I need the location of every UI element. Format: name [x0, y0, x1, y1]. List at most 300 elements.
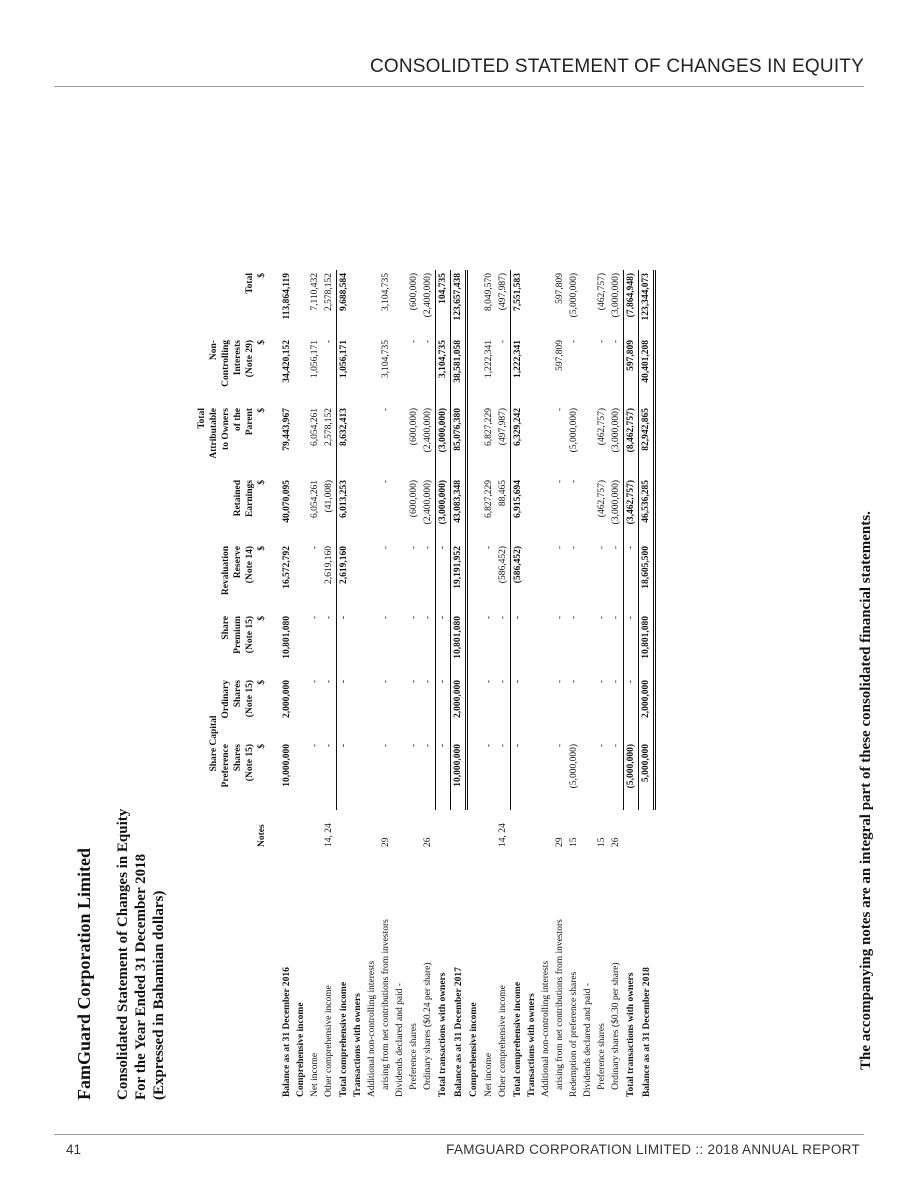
cell-reval: 16,572,792: [282, 546, 292, 589]
cell-total: 7,110,432: [310, 273, 320, 311]
cell-total: (2,400,000): [421, 270, 436, 337]
cell-nci: 40,401,208: [639, 337, 655, 405]
equity-changes-table: [196, 270, 656, 1100]
cell-ord: -: [421, 677, 436, 741]
cell-ret: 6,013,253: [337, 477, 352, 543]
row-notes: [351, 810, 365, 850]
cell-attr: -: [381, 408, 391, 412]
cell-nci: 3,104,735: [436, 337, 451, 405]
cell-total: 7,551,583: [511, 270, 526, 337]
cell-pref: [525, 741, 539, 810]
table-row: [407, 270, 421, 1100]
cell-total: 3,104,735: [381, 273, 391, 311]
header-cell-reval: (Note 14): [245, 546, 255, 584]
header-cell-reval: Revaluation: [221, 546, 231, 596]
cell-nci: 38,581,058: [451, 337, 467, 405]
cell-reval: [581, 543, 595, 613]
cell-reval: -: [624, 543, 639, 613]
cell-nci: [467, 337, 483, 405]
row-notes: 29: [555, 837, 565, 847]
cell-nci: 1,056,171: [310, 340, 320, 378]
cell-prem: 10,801,080: [451, 613, 467, 677]
cell-ord: -: [484, 680, 494, 684]
cell-reval: (586,452): [496, 543, 511, 613]
header-cell-pref: (Note 15): [245, 744, 255, 782]
cell-pref: [365, 741, 379, 810]
header-cell-ret: Retained: [233, 480, 243, 517]
cell-reval: -: [381, 546, 391, 550]
cell-prem: -: [322, 613, 337, 677]
table-row: [496, 270, 511, 1100]
cell-prem: -: [409, 616, 419, 620]
row-description: Net income: [310, 1052, 320, 1097]
cell-ord: 2,000,000: [282, 680, 292, 718]
cell-attr: [581, 405, 595, 477]
cell-pref: -: [421, 741, 436, 810]
cell-attr: (462,757): [597, 408, 607, 446]
cell-pref: 5,000,000: [639, 741, 655, 810]
cell-prem: [539, 613, 553, 677]
table-row: [609, 270, 624, 1100]
row-description: Comprehensive income: [469, 1002, 480, 1097]
cell-nci: 1,222,341: [511, 337, 526, 405]
header-cell-attr: to Owners: [221, 408, 231, 450]
header-cell-nci: (Note 29): [245, 340, 255, 378]
header-cell-attr: Parent: [245, 408, 255, 436]
statement-period: For the Year Ended 31 December 2018: [133, 853, 149, 1100]
cell-ord: -: [496, 677, 511, 741]
header-row: [232, 270, 244, 1100]
cell-nci: -: [421, 337, 436, 405]
cell-pref: [393, 741, 407, 810]
cell-reval: -: [421, 543, 436, 613]
header-cell-ret: [208, 477, 220, 543]
header-cell-notes: [244, 810, 256, 850]
row-notes: [511, 810, 526, 850]
statement-currency: (Expressed in Bahamian dollars): [151, 890, 167, 1100]
header-row: [208, 270, 220, 1100]
company-name: FamGuard Corporation Limited: [74, 848, 94, 1100]
header-cell-ord: [196, 677, 208, 741]
cell-nci: [294, 337, 308, 405]
cell-reval: [467, 543, 483, 613]
cell-ord: -: [310, 680, 320, 684]
cell-nci: -: [597, 340, 607, 344]
cell-ord: [581, 677, 595, 741]
table-header: [196, 270, 280, 1100]
cell-prem: -: [624, 613, 639, 677]
report-name: FAMGUARD CORPORATION LIMITED :: 2018 ANNUAL REPORT: [446, 1142, 860, 1157]
header-cell-description: [232, 850, 244, 1100]
cell-reval: -: [310, 546, 320, 550]
table-row: [436, 270, 451, 1100]
cell-prem: -: [421, 613, 436, 677]
cell-pref: -: [511, 741, 526, 810]
cell-total: 113,864,119: [282, 273, 292, 320]
cell-prem: [294, 613, 308, 677]
header-cell-notes: [196, 810, 208, 850]
cell-total: 123,657,438: [451, 270, 467, 337]
row-description: Balance as at 31 December 2016: [282, 967, 292, 1097]
cell-pref: -: [310, 744, 320, 748]
statement-title-block: [114, 809, 168, 1100]
header-cell-description: [244, 850, 256, 1100]
row-notes: 15: [569, 837, 579, 847]
row-description: Redemption of preference shares: [569, 971, 579, 1097]
cell-ord: -: [381, 680, 391, 684]
row-description: arising from net contributions from investors: [381, 919, 391, 1097]
cell-nci: -: [322, 337, 337, 405]
header-cell-notes: Notes: [257, 824, 267, 847]
cell-total: [539, 270, 553, 337]
cell-ret: (600,000): [409, 480, 419, 518]
row-notes: [407, 810, 421, 850]
cell-ret: 6,915,694: [511, 477, 526, 543]
header-cell-total: [208, 270, 220, 337]
cell-ret: 40,070,095: [282, 480, 292, 523]
cell-ord: -: [555, 680, 565, 684]
cell-nci: [581, 337, 595, 405]
footer-divider: [54, 1134, 864, 1135]
cell-pref: -: [555, 744, 565, 748]
row-notes: 15: [597, 837, 607, 847]
row-notes: [525, 810, 539, 850]
table-row: [595, 270, 609, 1100]
cell-pref: [467, 741, 483, 810]
cell-prem: [581, 613, 595, 677]
table-row: [567, 270, 581, 1100]
cell-attr: 2,578,152: [322, 405, 337, 477]
table-row: [539, 270, 553, 1100]
row-description: Transactions with owners: [527, 993, 537, 1097]
cell-ret: (3,000,000): [436, 477, 451, 543]
cell-reval: 18,605,500: [639, 543, 655, 613]
cell-attr: 82,942,865: [639, 405, 655, 477]
row-description: Comprehensive income: [296, 1002, 306, 1097]
cell-ret: -: [555, 480, 565, 484]
cell-attr: [525, 405, 539, 477]
header-cell-notes: [208, 810, 220, 850]
cell-pref: [539, 741, 553, 810]
cell-nci: 597,809: [555, 340, 565, 371]
table-row: [639, 270, 655, 1100]
cell-attr: (8,462,757): [624, 405, 639, 477]
cell-ret: (3,462,757): [624, 477, 639, 543]
cell-nci: -: [569, 340, 579, 344]
row-description: Total comprehensive income: [512, 981, 523, 1097]
header-cell-description: [220, 850, 232, 1100]
cell-ord: [525, 677, 539, 741]
cell-reval: (586,452): [511, 543, 526, 613]
cell-ord: [365, 677, 379, 741]
cell-attr: [294, 405, 308, 477]
cell-nci: -: [409, 340, 419, 344]
cell-total: (3,000,000): [609, 270, 624, 337]
cell-nci: 597,809: [624, 337, 639, 405]
row-notes: [451, 810, 467, 850]
table-row: [365, 270, 379, 1100]
cell-prem: -: [496, 613, 511, 677]
row-description: Net income: [484, 1052, 494, 1097]
cell-total: (497,987): [496, 270, 511, 337]
header-cell-description: [256, 850, 268, 1100]
cell-ord: -: [409, 680, 419, 684]
row-description: Dividends declared and paid -: [395, 983, 405, 1097]
cell-reval: 19,191,952: [451, 543, 467, 613]
page-number: 41: [66, 1142, 82, 1157]
cell-pref: -: [409, 744, 419, 748]
cell-ord: [539, 677, 553, 741]
cell-prem: -: [436, 613, 451, 677]
cell-ret: 46,536,285: [639, 477, 655, 543]
table-row: [294, 270, 308, 1100]
header-cell-total: [232, 270, 244, 337]
header-cell-notes: [220, 810, 232, 850]
cell-ret: -: [569, 480, 579, 484]
header-cell-ord: (Note 15): [245, 680, 255, 718]
table-row: [553, 270, 567, 1100]
cell-nci: [393, 337, 407, 405]
row-notes: [639, 810, 655, 850]
cell-total: [294, 270, 308, 337]
row-notes: [280, 810, 294, 850]
cell-attr: (3,000,000): [436, 405, 451, 477]
cell-prem: [365, 613, 379, 677]
cell-prem: -: [337, 613, 352, 677]
header-cell-ret: [220, 477, 232, 543]
row-notes: 26: [423, 837, 434, 847]
table-row: [581, 270, 595, 1100]
table-row: [351, 270, 365, 1100]
cell-prem: 10,801,080: [282, 616, 292, 659]
header-cell-ret: [196, 477, 208, 543]
cell-prem: [525, 613, 539, 677]
header-divider: [54, 86, 864, 87]
cell-pref: -: [436, 741, 451, 810]
cell-attr: (497,987): [496, 405, 511, 477]
cell-prem: -: [484, 616, 494, 620]
cell-nci: -: [609, 337, 624, 405]
header-cell-total: [220, 270, 232, 337]
row-notes: [624, 810, 639, 850]
cell-prem: -: [569, 616, 579, 620]
header-cell-attr: Attributable: [209, 408, 219, 459]
cell-total: (5,000,000): [569, 273, 579, 318]
row-notes: [308, 810, 322, 850]
cell-ord: -: [624, 677, 639, 741]
cell-total: [393, 270, 407, 337]
cell-attr: 6,329,242: [511, 405, 526, 477]
cell-attr: (3,000,000): [609, 405, 624, 477]
header-cell-ret: Earnings: [245, 480, 255, 517]
table-row: [624, 270, 639, 1100]
cell-ord: [351, 677, 365, 741]
cell-reval: [294, 543, 308, 613]
cell-nci: [351, 337, 365, 405]
cell-attr: 8,632,413: [337, 405, 352, 477]
page-header-title: CONSOLIDTED STATEMENT OF CHANGES IN EQUITY: [369, 56, 864, 77]
cell-reval: -: [484, 546, 494, 550]
header-cell-nci: [196, 337, 208, 405]
row-description: Preference shares: [597, 1023, 607, 1097]
row-notes: 14, 24: [498, 823, 509, 847]
header-cell-attr: Total: [197, 408, 207, 429]
row-description: Total transactions with owners: [438, 972, 448, 1097]
header-cell-attr: $: [257, 408, 267, 413]
header-cell-ord: Ordinary: [221, 680, 231, 719]
cell-prem: -: [511, 613, 526, 677]
cell-attr: [539, 405, 553, 477]
cell-ord: 2,000,000: [639, 677, 655, 741]
cell-pref: -: [337, 741, 352, 810]
cell-total: [351, 270, 365, 337]
header-cell-reval: $: [257, 546, 267, 551]
header-cell-reval: [196, 543, 208, 613]
row-description: Other comprehensive income: [324, 985, 335, 1097]
cell-ord: [393, 677, 407, 741]
cell-total: 9,688,584: [337, 270, 352, 337]
cell-pref: [294, 741, 308, 810]
header-cell-nci: $: [257, 340, 267, 345]
header-cell-nci: Non-: [209, 340, 219, 361]
header-share-capital-group: Share Capital: [209, 715, 219, 772]
cell-total: 2,578,152: [322, 270, 337, 337]
cell-ret: (41,008): [322, 477, 337, 543]
cell-total: 8,049,570: [484, 273, 494, 311]
cell-reval: [365, 543, 379, 613]
cell-total: (7,864,948): [624, 270, 639, 337]
cell-pref: -: [381, 744, 391, 748]
table-row: [322, 270, 337, 1100]
cell-pref: [581, 741, 595, 810]
row-notes: [294, 810, 308, 850]
cell-prem: -: [609, 613, 624, 677]
table-row: [393, 270, 407, 1100]
table-row: [280, 270, 294, 1100]
header-row: [196, 270, 208, 1100]
cell-attr: [351, 405, 365, 477]
header-cell-pref: [196, 741, 208, 810]
row-description: Ordinary shares ($0.24 per share): [423, 962, 434, 1097]
cell-attr: (5,000,000): [569, 408, 579, 453]
header-cell-total: Total: [245, 273, 255, 294]
header-cell-ret: $: [257, 480, 267, 485]
row-notes: [365, 810, 379, 850]
cell-nci: -: [496, 337, 511, 405]
cell-ret: [467, 477, 483, 543]
header-cell-pref: Shares: [233, 744, 243, 772]
cell-ret: (3,000,000): [609, 477, 624, 543]
cell-prem: [351, 613, 365, 677]
cell-reval: 2,619,160: [337, 543, 352, 613]
table-row: [511, 270, 526, 1100]
row-notes: [581, 810, 595, 850]
row-description: Transactions with owners: [353, 993, 363, 1097]
cell-attr: 6,054,261: [310, 408, 320, 446]
header-cell-pref: $: [257, 744, 267, 749]
header-cell-total: $: [257, 273, 267, 278]
cell-attr: 6,827,229: [484, 408, 494, 446]
cell-ord: -: [322, 677, 337, 741]
footnote: The accompanying notes are an integral part of these consolidated financial statements.: [858, 511, 874, 1070]
cell-total: [467, 270, 483, 337]
cell-ret: [393, 477, 407, 543]
cell-pref: -: [496, 741, 511, 810]
cell-reval: -: [597, 546, 607, 550]
header-cell-ord: $: [257, 680, 267, 685]
cell-ord: -: [337, 677, 352, 741]
header-cell-attr: of the: [233, 408, 243, 431]
cell-ret: 88,465: [496, 477, 511, 543]
row-notes: [436, 810, 451, 850]
cell-ret: [581, 477, 595, 543]
cell-pref: 10,000,000: [282, 744, 292, 787]
header-cell-description: [208, 850, 220, 1100]
cell-attr: [365, 405, 379, 477]
cell-attr: 79,443,967: [282, 408, 292, 451]
header-cell-notes: [232, 810, 244, 850]
cell-reval: 2,619,160: [322, 543, 337, 613]
cell-total: 597,809: [555, 273, 565, 304]
header-row: [244, 270, 256, 1100]
table-row: [525, 270, 539, 1100]
header-row: [220, 270, 232, 1100]
table-row: [421, 270, 436, 1100]
cell-pref: -: [322, 741, 337, 810]
cell-nci: 34,420,152: [282, 340, 292, 383]
row-description: Other comprehensive income: [498, 985, 509, 1097]
cell-reval: [539, 543, 553, 613]
cell-ret: 43,083,348: [451, 477, 467, 543]
header-cell-prem: Premium: [233, 616, 243, 654]
header-cell-total: [196, 270, 208, 337]
header-spacer: [268, 270, 280, 1100]
cell-ret: [539, 477, 553, 543]
cell-pref: -: [597, 744, 607, 748]
cell-ord: [294, 677, 308, 741]
row-notes: 14, 24: [324, 823, 335, 847]
cell-total: (462,757): [597, 273, 607, 311]
header-cell-nci: Controlling: [221, 340, 231, 387]
cell-nci: 3,104,735: [381, 340, 391, 378]
cell-prem: [467, 613, 483, 677]
cell-reval: [393, 543, 407, 613]
cell-prem: -: [555, 616, 565, 620]
cell-attr: 85,076,380: [451, 405, 467, 477]
header-cell-prem: [208, 613, 220, 677]
cell-ret: 6,827,229: [484, 480, 494, 518]
cell-nci: [539, 337, 553, 405]
row-notes: [393, 810, 407, 850]
cell-ord: -: [569, 680, 579, 684]
cell-reval: -: [436, 543, 451, 613]
cell-prem: [393, 613, 407, 677]
cell-pref: -: [484, 744, 494, 748]
cell-ret: [525, 477, 539, 543]
cell-pref: [351, 741, 365, 810]
header-cell-reval: Reserve: [233, 546, 243, 579]
cell-ord: -: [609, 677, 624, 741]
header-cell-prem: Share: [221, 616, 231, 640]
cell-ord: -: [597, 680, 607, 684]
table-row: [451, 270, 467, 1100]
row-description: Dividends declared and paid -: [583, 983, 593, 1097]
table-row: [467, 270, 483, 1100]
cell-attr: [467, 405, 483, 477]
cell-prem: -: [597, 616, 607, 620]
row-description: Ordinary shares ($0.30 per share): [611, 962, 622, 1097]
cell-prem: 10,801,080: [639, 613, 655, 677]
